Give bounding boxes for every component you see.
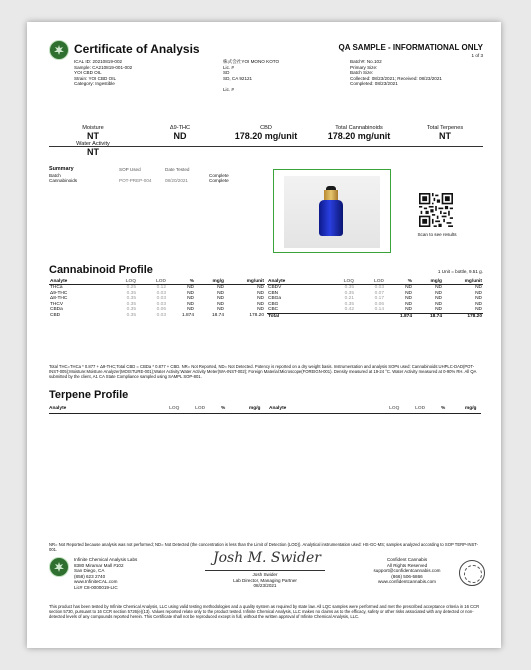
summary-row-status: Complete (209, 172, 229, 178)
table-cell: ND (435, 296, 442, 302)
signer-name: Josh Swider (252, 572, 278, 577)
qa-label: QA SAMPLE - INFORMATIONAL ONLY (338, 43, 483, 52)
page-count: 1 of 3 (471, 53, 483, 58)
certificate-page (27, 22, 501, 648)
table-cell: CBDa (50, 307, 63, 313)
table-cell: ND (217, 285, 224, 290)
table-header-cell: mg/unit (225, 278, 265, 285)
table-cell: 0.35 (126, 307, 136, 313)
metric-total-terpenes (409, 125, 481, 141)
table-cell: ND (405, 285, 412, 290)
confident-cannabis-seal (459, 560, 485, 586)
terpene-col-mgg-2: mg/g (465, 406, 477, 411)
metric-label: Total Cannabinoids (335, 125, 383, 131)
table-cell: 0.25 (126, 285, 136, 290)
seal-inner-ring (464, 565, 482, 583)
sample-info-line: Strain: YOI CBD OIL (74, 75, 117, 81)
terpene-col-loq: LOQ (169, 406, 180, 411)
cc-line: (866) 506-5866 (391, 573, 423, 579)
table-header-cell: LOD (355, 278, 385, 285)
batch-info-line: Collected: 08/23/2021; Received: 08/23/2021 (350, 75, 442, 81)
table-header-cell: LOQ (107, 278, 137, 285)
client-info-line: SD, CA 92121 (223, 75, 253, 81)
table-cell: ND (257, 290, 264, 296)
sign-date: 08/23/2021 (253, 583, 277, 589)
metric-moisture (57, 125, 129, 157)
table-cell: ND (187, 301, 194, 307)
cc-line[interactable]: www.confidentcannabis.com (378, 579, 436, 585)
table-cell: ND (475, 307, 482, 313)
sample-info-line: ICAL ID: 20210819-002 (74, 59, 123, 64)
lab-line[interactable]: www.InfiniteCAL.com (74, 579, 118, 585)
signature-line (205, 570, 325, 571)
table-cell: ND (435, 285, 442, 290)
metric-label: CBD (260, 125, 272, 131)
table-cell: ND (217, 307, 224, 313)
lab-line: (858) 623 2740 (74, 573, 106, 579)
cc-line: All Rights Reserved (386, 562, 428, 568)
table-cell: 0.35 (344, 301, 354, 307)
table-cell: ND (217, 290, 224, 296)
table-cell: Δ8-THC (50, 296, 68, 302)
table-cell: ND (435, 301, 442, 307)
table-cell: CBGa (268, 296, 282, 302)
client-info (223, 59, 333, 93)
page-title: Certificate of Analysis (74, 42, 200, 56)
metric-label: Δ9-THC (169, 125, 191, 131)
table-header-cell: mg/g (195, 278, 225, 285)
signer-block (205, 572, 325, 589)
batch-info-line: Batch Size: (350, 70, 374, 76)
disclaimer: This product has been tested by Infinite Chemical Analysis, LLC using valid testing methodologies and a quality system as required by state law. All LQC samples were performed and met the prescribed acceptance criteria in 16 CCR section 5730, pursuant to 16 CCR section 5726(e)(13). Values reported relate only to the product tested. Infinite Chemical Analysis, LLC makes no claims as to the efficacy, safety or other risks associated with any detected or non-detected levels of any compounds reported herein. This Certificate shall not be reproduced except in full, without the written approval of Infinite Chemical Analysis, LLC. (49, 604, 480, 620)
table-cell: ND (405, 296, 412, 302)
table-cell: 0.06 (374, 301, 384, 307)
sample-info-line: YOI CBD OIL (74, 70, 102, 76)
table-cell: ND (217, 296, 224, 302)
table-header-cell: % (385, 278, 413, 285)
table-cell: 0.12 (156, 285, 166, 290)
table-cell: 178.20 (249, 312, 264, 318)
table-cell: 0.03 (374, 285, 384, 290)
table-cell: ND (257, 307, 264, 313)
client-info-line: Lic. # (223, 86, 234, 92)
unit-note: 1 Unit = bottle, 9.51 g. (437, 269, 483, 274)
table-cell: Total (267, 313, 325, 319)
summary-row-date: 08/20/2021 (165, 178, 188, 184)
signer-title: Lab Director, Managing Partner (233, 577, 297, 583)
terpene-col-lod-2: LOD (415, 406, 426, 411)
summary-col-date: Date Tested (165, 167, 190, 172)
table-header-cell: Analyte (49, 278, 107, 285)
client-info-line: 株式会社YOI MONO KOTO (223, 59, 280, 64)
terpene-col-mgg: mg/g (249, 406, 261, 411)
table-cell: THCa (50, 285, 63, 290)
batch-info-line: Completed: 08/23/2021 (350, 81, 398, 87)
lab-logo-footer (49, 557, 69, 577)
terpene-col-pct: % (221, 406, 226, 411)
table-cell: Δ9-THC (50, 290, 68, 296)
table-cell: 0.35 (126, 312, 136, 318)
table-header-cell: mg/g (413, 278, 443, 285)
table-cell: 1.874 (385, 313, 413, 319)
metric-label: Total Terpenes (426, 125, 464, 131)
terpene-col-analyte: Analyte (49, 406, 67, 411)
table-header-cell: Analyte (267, 278, 325, 285)
sample-info-line: Sample: CA210819-001-002 (74, 64, 133, 70)
metric-cbd (223, 125, 309, 141)
summary-section (49, 167, 249, 184)
table-cell: ND (475, 285, 482, 290)
summary-col-sop: SOP Used (119, 167, 141, 172)
table-cell: ND (187, 296, 194, 302)
table-cell: ND (475, 290, 482, 296)
table-cell: CBD (50, 312, 61, 318)
table-cell: 1.874 (181, 312, 194, 318)
table-cell: 0.35 (126, 296, 136, 302)
table-cell: ND (435, 307, 442, 313)
sample-info-line: Category: Ingestible (74, 81, 115, 87)
table-cell: 0.03 (156, 301, 166, 307)
qr-code[interactable] (419, 193, 453, 227)
table-cell: 0.06 (156, 307, 166, 313)
table-cell: CBG (268, 301, 279, 307)
table-cell: 0.21 (344, 296, 354, 302)
terpene-footnote: NR= Not Reported because analysis was not performed; ND= Not Detected (the concentration is less than the Limit of Detection (LOD)). Analytical instrumentation used: HS-GC-MS; samples analyzed according to SOP TERP-INST-001. (49, 542, 479, 553)
table-cell: ND (405, 301, 412, 307)
cc-line[interactable]: support@confidentcannabis.com (373, 568, 441, 574)
lab-line: San Diego, CA (74, 568, 105, 574)
terpene-col-lod: LOD (195, 406, 206, 411)
table-cell: 178.20 (443, 313, 483, 319)
terpene-col-loq-2: LOQ (389, 406, 400, 411)
table-row (49, 313, 265, 319)
qr-caption: Scan to see results (417, 232, 457, 237)
summary-row-name: Cannabinoids (49, 178, 78, 184)
cannabinoid-footnote: Total THC=THCa * 0.877 + Δ9-THC;Total CBD = CBDa * 0.877 + CBD. NR= Not Reported, ND= Not Detected. Potency is reported on a dry weight basis. Instrumentation and analysis SOPs used: Cannabinoids:UHPLC-DAD(POT-INST-005);Moisture:Moisture Analyzer(MOISTURE-001);Water Activity:Water Activity Meter(WA-INST-002); Foreign Material:Microscope(FOREIGN-001). Density measured at 19-24 °C. Water Activity measured at 0-90% RH. All QA submitted by the client, A1 CA State Compliance sampled using SAMPL SOP-801. (49, 364, 477, 380)
table-cell: ND (257, 301, 264, 307)
table-cell: ND (257, 296, 264, 302)
table-header-cell: LOQ (325, 278, 355, 285)
table-cell: ND (217, 301, 224, 307)
table-cell: 0.35 (344, 290, 354, 296)
table-total-row (267, 313, 483, 319)
summary-row-sop: POT-PREP-004 (119, 178, 152, 184)
table-cell: 0.35 (344, 285, 354, 290)
table-cell: 0.35 (126, 301, 136, 307)
table-cell: ND (405, 290, 412, 296)
metric-label: Water Activity (76, 141, 110, 147)
terpene-col-pct-2: % (441, 406, 446, 411)
table-cell: ND (405, 307, 412, 313)
summary-row-name: Batch (49, 172, 61, 178)
table-cell: ND (257, 285, 264, 290)
terpene-title: Terpene Profile (49, 389, 129, 401)
terpene-header (49, 406, 481, 414)
table-header-cell: LOD (137, 278, 167, 285)
client-info-line: SD (223, 70, 230, 76)
table-cell: ND (187, 307, 194, 313)
table-cell: CBN (268, 290, 279, 296)
table-header-cell: % (167, 278, 195, 285)
batch-info (350, 59, 490, 87)
table-cell: 0.03 (156, 312, 166, 318)
metric-value: ND (173, 131, 187, 141)
metric-d9thc (145, 125, 215, 141)
batch-info-line: Batch#: No.102 (350, 59, 382, 64)
cannabinoid-title: Cannabinoid Profile (49, 264, 153, 276)
table-cell: 0.14 (374, 307, 384, 313)
table-cell: THCV (50, 301, 64, 307)
metric-value: 178.20 mg/unit (234, 131, 298, 141)
cannabinoid-table-right (267, 278, 483, 320)
table-cell (355, 313, 385, 319)
bottle-cap (324, 190, 338, 200)
table-cell (325, 313, 355, 319)
bottle-body (319, 200, 343, 236)
table-cell: 0.35 (126, 290, 136, 296)
metric-value: NT (87, 131, 99, 141)
table-cell: 0.42 (344, 307, 354, 313)
cc-line: Confident Cannabis (386, 557, 428, 562)
metric-label: Moisture (82, 125, 104, 131)
table-cell: CBC (268, 307, 279, 313)
cannabinoid-table-left (49, 278, 265, 319)
table-header-cell: mg/unit (443, 278, 483, 285)
summary-title: Summary (49, 166, 74, 172)
table-cell: 0.03 (156, 296, 166, 302)
table-cell: 0.17 (374, 296, 384, 302)
summary-row-status: Complete (209, 178, 229, 184)
sample-info (74, 59, 204, 87)
table-cell: ND (187, 290, 194, 296)
summary-row (49, 178, 249, 184)
lab-address (74, 557, 184, 591)
lab-line: Lic# C8-0000019-LIC (74, 584, 118, 590)
table-cell: ND (187, 285, 194, 290)
table-cell: 18.74 (211, 312, 224, 318)
table-cell: CBDV (268, 285, 282, 290)
table-cell: ND (475, 296, 482, 302)
client-info-line: Lic. # (223, 64, 234, 70)
metric-value: NT (87, 147, 99, 157)
lab-line: 8380 Miramar Mall #102 (74, 562, 124, 568)
metric-value: NT (439, 131, 451, 141)
metric-value: 178.20 mg/unit (327, 131, 391, 141)
table-cell: 0.03 (156, 290, 166, 296)
confident-cannabis-info (357, 557, 457, 585)
table-cell: ND (435, 290, 442, 296)
product-photo (273, 169, 391, 253)
signature: Josh M. Swider (213, 550, 321, 566)
metric-total-cannabinoids (315, 125, 403, 141)
lab-line: Infinite Chemical Analysis Labs (74, 557, 138, 562)
table-cell: 0.07 (374, 290, 384, 296)
table-cell: 18.74 (413, 313, 443, 319)
table-cell: ND (475, 301, 482, 307)
batch-info-line: Primary Size: (350, 64, 378, 70)
lab-logo (49, 40, 69, 60)
terpene-col-analyte-2: Analyte (269, 406, 287, 411)
